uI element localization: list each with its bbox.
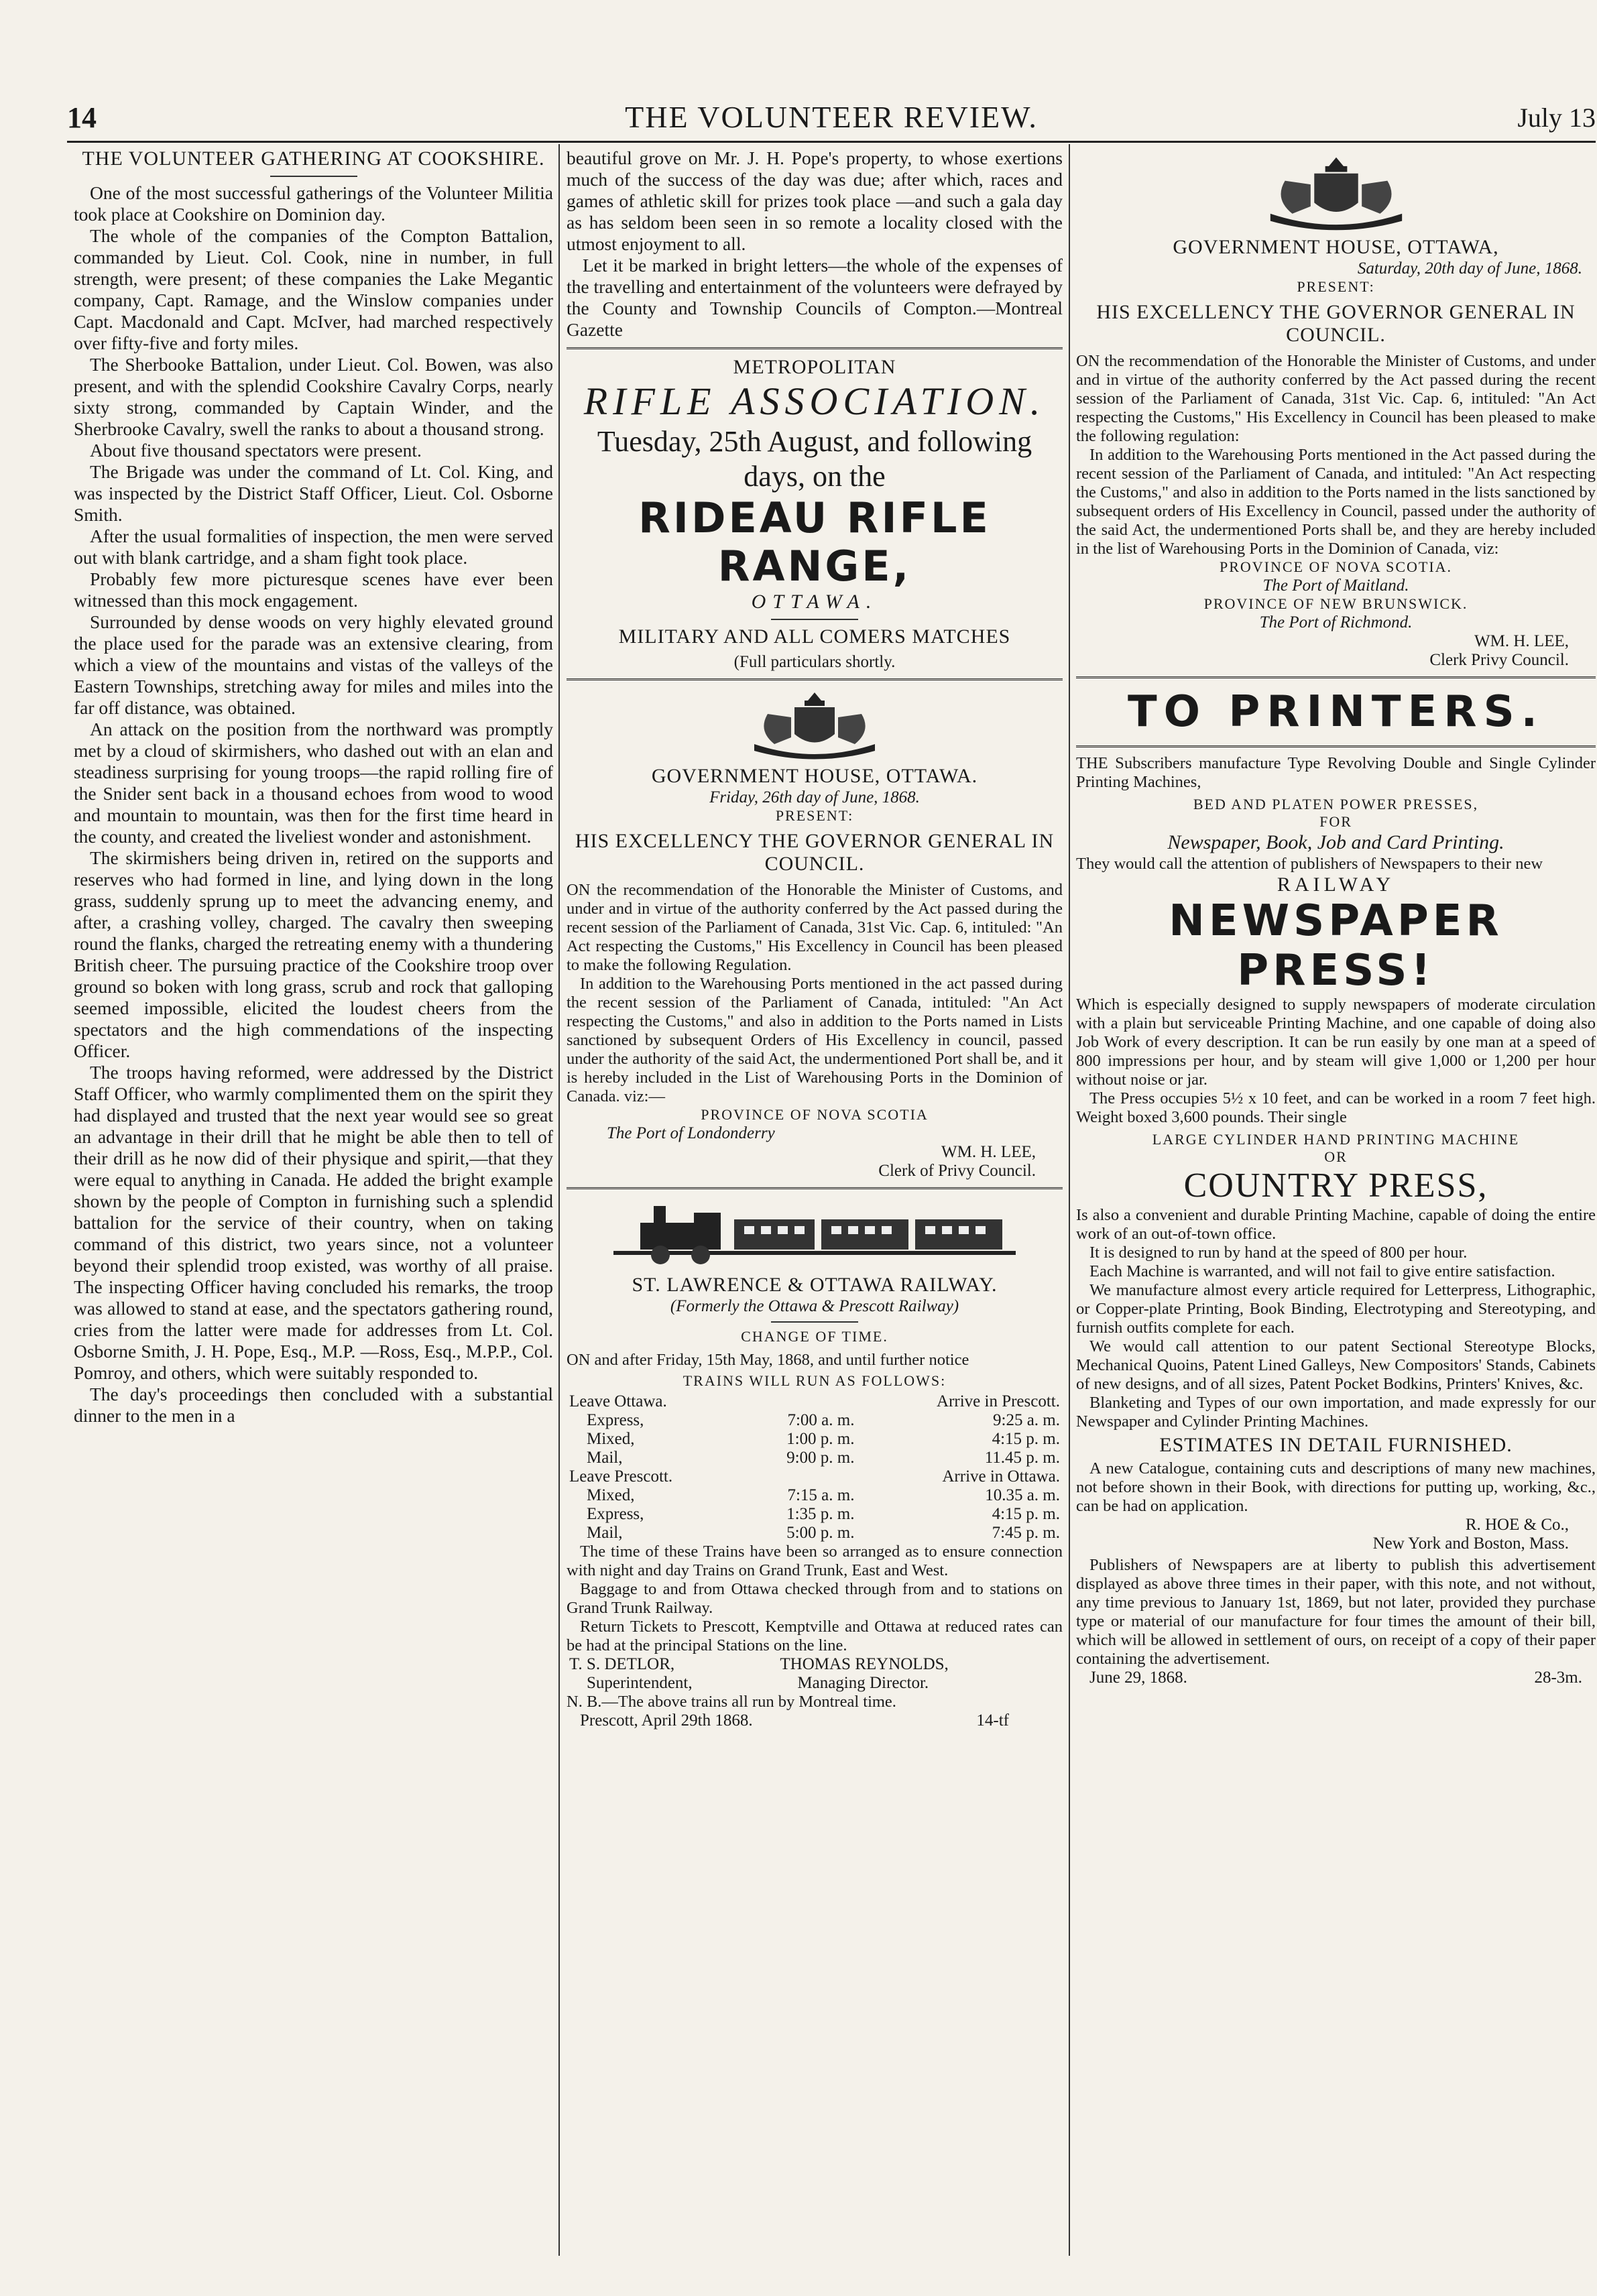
sig-left: T. S. DETLOR, [569,1655,675,1673]
port-2: The Port of Richmond. [1259,613,1413,631]
railway-footer-code: 14-tf [976,1711,1009,1730]
article-paragraph: About five thousand spectators were present. [90,440,422,461]
govt-signer: WM. H. LEE, [941,1143,1036,1161]
railway-signatures [567,1655,1063,1693]
railway-name: ST. LAWRENCE & OTTAWA RAILWAY. [632,1274,998,1296]
timetable-cell: 11.45 p. m. [984,1449,1060,1467]
printers-p3: Each Machine is warranted, and will not fail to give entire satisfaction. [1089,1262,1555,1280]
newspaper-page [67,94,1597,2266]
govt-council: HIS EXCELLENCY THE GOVERNOR GENERAL IN COUNCIL. [1096,301,1576,346]
country-press-headline: COUNTRY PRESS, [1183,1166,1488,1205]
govt-date: Saturday, 20th day of June, 1868. [1357,259,1582,278]
article-paragraph: One of the most successful gatherings of the Volunteer Militia took place at Cookshire on Dominion day. [74,182,553,225]
rifle-association-title: RIFLE ASSOCIATION. [583,379,1046,423]
article-paragraph: Surrounded by dense woods on very highly elevated ground the place used for the parade was an extensive clearing, from which a view of the mountains and vistas of the valleys of the Eastern Townships, stretching away for miles and miles into the far off distance, was obtained. [74,611,553,718]
timetable-row [567,1505,1063,1524]
title-separator [270,176,357,177]
issue-date: July 13 [1517,103,1596,133]
royal-arms-icon [741,687,888,761]
rifle-matches: MILITARY AND ALL COMERS MATCHES [618,625,1011,648]
govt-province: PROVINCE OF NOVA SCOTIA [701,1106,929,1123]
printers-p4: We manufacture almost every article required for Letterpress, Lithographic, or Copper-plate Printing, Book Binding, Electrotyping and Stereotyping, and furnish outfits complete for each. [1076,1281,1596,1337]
govt-present: PRESENT: [775,807,854,824]
timetable-cell: 1:00 p. m. [786,1430,855,1448]
timetable-row [567,1411,1063,1430]
article-paragraph: The troops having reformed, were addressed by the District Staff Officer, who warmly complimented them on the spirit they had displayed and trusted that the next year would see so great an advantage in their drill that he might be able then to tell of their drill as he now did of their physique and spirit,—that they were equal to anything in Canada. He added the bright example shown by the people of Compton in furnishing such a splendid battalion for the service of their country, when on taking command of this district, two years since, not a volunteer beyond their splendid troop existed, was worthy of all praise. The inspecting Officer having concluded his remarks, the troop was allowed to stand at ease, and the spectators gathering round, cries from the latter were made for addresses from Lt. Col. Osborne Smith, J. H. Pope, Esq., M.P. —Ross, Esq., M.P.P., Col. Pomroy, and others, which were suitably responded to. [74,1062,553,1383]
estimates-headline: ESTIMATES IN DETAIL FURNISHED. [1159,1434,1513,1456]
govt-signer-title: Clerk Privy Council. [1429,651,1569,669]
column-rule-2 [1069,144,1070,2256]
printers-call: They would call the attention of publishers of Newspapers to their new [1076,855,1543,873]
timetable-cell [740,1467,857,1486]
timetable-cell: 10.35 a. m. [985,1486,1060,1504]
railway-note: Baggage to and from Ottawa checked through from and to stations on Grand Trunk Railway. [567,1580,1063,1617]
article-continuation: beautiful grove on Mr. J. H. Pope's property, to whose exertions much of the success of the day was due; after which, races and games of athletic skill for prizes took place —and such a gala day as has seldom been seen in so remote a locality closed with the utmost enjoyment to all. [567,147,1063,254]
article-paragraph: After the usual formalities of inspection, the men were served out with blank cartridge, and a sham fight took place. [74,526,553,568]
header-rule [67,141,1596,143]
timetable-cell: 4:15 p. m. [992,1505,1060,1523]
column-rule-1 [558,144,560,2256]
newspaper-press-headline: NEWSPAPER PRESS! [1169,896,1503,995]
printers-footer-date: June 29, 1868. [1089,1669,1187,1687]
royal-arms-icon [1256,152,1417,232]
timetable-cell: Arrive in Prescott. [937,1392,1060,1410]
printers-p1: Is also a convenient and durable Printing Machine, capable of doing the entire work of an out-of-town office. [1076,1206,1596,1243]
ad-rule [567,1187,1063,1189]
timetable-cell: Express, [587,1505,644,1523]
province-2: PROVINCE OF NEW BRUNSWICK. [1203,595,1468,612]
printers-firm-place: New York and Boston, Mass. [1372,1534,1569,1553]
column-2 [567,147,1063,2252]
govt-notice-body-2: In addition to the Warehousing Ports mentioned in the act passed during the recent session of the Parliament of Canada, intituled: "An Act respecting the Customs," and also in addition to the Ports named in Lists sanctioned by subsequent Orders of His Excellency in council, passed under the authority of the said Act, the undermentioned Port shall be, and it is hereby included in the List of Warehousing Ports in the Dominion of Canada. viz:— [567,975,1063,1105]
printers-kinds: Newspaper, Book, Job and Card Printing. [1167,831,1504,853]
govt-notice-body-1: ON the recommendation of the Honorable the Minister of Customs, and under and in virtue of the authority conferred by the Act passed during the recent session of the Parliament of Canada, 31st Vic. Cap. 6, intituled: "An Act respecting the Customs," His Excellency in Council has been pleased to make the following regulation: [1076,352,1596,445]
trains-heading: TRAINS WILL RUN AS FOLLOWS: [683,1372,947,1389]
rifle-note: (Full particulars shortly. [733,653,896,671]
column-1 [74,147,553,2252]
timetable-cell: Mixed, [587,1486,635,1504]
railway-footer [567,1711,1063,1730]
printers-firm: R. HOE & Co., [1465,1516,1569,1534]
ad-rule [567,347,1063,349]
article-paragraph: The skirmishers being driven in, retired on the supports and reserves who had formed in line, and lying down in the long grass, suddenly sprung up to meet the advancing enemy, and after, a crashing volley, charged. The cavalry then sweeping round the flanks, charged the retreating enemy with a thundering British cheer. The pursuing practice of the Cookshire troop over ground so boken with long grass, scrub and rock that galloping seemed impossible, elicited the loudest cheers from the spectators and the high commendations of the inspecting Officer. [74,847,553,1061]
printers-intro: THE Subscribers manufacture Type Revolving Double and Single Cylinder Printing Machines, [1076,754,1596,791]
rifle-org: METROPOLITAN [733,356,896,378]
timetable-cell: 5:00 p. m. [786,1524,855,1542]
page-number: 14 [67,101,97,134]
port-1: The Port of Maitland. [1262,577,1409,595]
timetable-cell [740,1392,857,1411]
printers-headline: TO PRINTERS. [1128,687,1544,737]
printers-footer [1076,1669,1596,1687]
ad-rule [1076,745,1596,747]
masthead-title: THE VOLUNTEER REVIEW. [625,100,1038,134]
sig-left-title: Superintendent, [587,1674,693,1692]
printers-railway: RAILWAY [1277,873,1395,896]
printers-p6: Blanketing and Types of our own importation, and made expressly for our Newspaper and Cylinder Printing Machines. [1076,1394,1596,1431]
article-paragraph: The whole of the companies of the Compton Battalion, commanded by Lieut. Col. Cook, nine in number, in full strength, were present; of these companies the Lake Megantic company, Capt. Ramage, and the Winslow companies under Capt. Macdonald and Capt. McIver, had marched respectively over fifty-five and forty miles. [74,225,553,353]
rifle-range-banner: RIDEAU RIFLE RANGE, [638,493,991,591]
railway-note: The time of these Trains have been so arranged as to ensure connection with night and day Trains on Grand Trunk, East and West. [567,1543,1063,1579]
article-paragraph: The Sherbooke Battalion, under Lieut. Col. Bowen, was also present, and with the splendid Cookshire Cavalry Corps, nearly sixty strong, commanded by Captain Winder, and the Sherbrooke Cavalry, swell the ranks to about a thousand strong. [74,354,553,439]
timetable-row [567,1449,1063,1467]
timetable-cell: Mail, [587,1524,623,1542]
rifle-separator [771,619,858,620]
printers-p5: We would call attention to our patent Sectional Stereotype Blocks, Mechanical Quoins, Patent Lined Galleys, New Compositors' Stands, Cabinets of new designs, and of all sizes, Patent Pocket Bodkins, Printers' Knives, &c. [1076,1337,1596,1393]
printers-dims: The Press occupies 5½ x 10 feet, and can be worked in a room 7 feet high. Weight boxed 3,600 pounds. Their single [1076,1089,1596,1126]
printers-p7: A new Catalogue, containing cuts and descriptions of many new machines, not before shown in their Book, with directions for putting up, working, &c., can be had on application. [1076,1459,1596,1515]
printers-footer-code: 28-3m. [1534,1669,1582,1687]
printers-large: LARGE CYLINDER HAND PRINTING MACHINE [1152,1131,1520,1148]
govt-council: HIS EXCELLENCY THE GOVERNOR GENERAL IN COUNCIL. [575,830,1055,875]
timetable-row [567,1486,1063,1505]
article-paragraph: Probably few more picturesque scenes have ever been witnessed than this mock engagement. [74,568,553,611]
running-header [67,94,1596,141]
govt-present: PRESENT: [1297,278,1375,295]
province-1: PROVINCE OF NOVA SCOTIA. [1219,558,1453,575]
govt-notice-body-1: ON the recommendation of the Honorable the Minister of Customs, and under and in virtue of the authority conferred by the Act passed during the recent session of the Parliament of Canada, 31st Vic. Cap. 6, intituled: "An Act respecting the Customs," His Excellency in Council has been pleased to make the following Regulation. [567,881,1063,974]
printers-for: FOR [1319,813,1352,830]
railway-separator [771,1321,858,1323]
sig-right: THOMAS REYNOLDS, [780,1655,949,1673]
timetable-cell: 1:35 p. m. [786,1505,855,1523]
timetable-cell: 9:00 p. m. [786,1449,855,1467]
govt-date: Friday, 26th day of June, 1868. [709,788,920,806]
govt-signer: WM. H. LEE, [1474,632,1569,650]
timetable-cell: Mail, [587,1449,623,1467]
printers-or: OR [1324,1148,1348,1165]
article-title: THE VOLUNTEER GATHERING AT COOKSHIRE. [82,147,545,170]
article-paragraph: The day's proceedings then concluded with a substantial dinner to the men in a [74,1384,553,1426]
ad-rule [1076,676,1596,678]
timetable-row [567,1392,1063,1411]
govt-house-title: GOVERNMENT HOUSE, OTTAWA. [651,765,978,787]
timetable-cell: Leave Prescott. [569,1467,673,1486]
article-credit: Let it be marked in bright letters—the whole of the expenses of the travelling and entertainment of the volunteers were defrayed by the County and Township Councils of Compton.—Montreal Gazette [567,255,1063,340]
timetable-cell: Express, [587,1411,644,1429]
sig-right-title: Managing Director. [797,1674,929,1692]
timetable-cell: 7:15 a. m. [787,1486,855,1504]
timetable-cell: Arrive in Ottawa. [942,1467,1060,1486]
column-3 [1076,147,1596,2252]
timetable-row [567,1524,1063,1543]
railway-note: Return Tickets to Prescott, Kemptville and Ottawa at reduced rates can be had at the principal Stations on the line. [567,1618,1063,1654]
printers-p2: It is designed to run by hand at the speed of 800 per hour. [1089,1244,1468,1262]
timetable-cell: Leave Ottawa. [569,1392,667,1410]
article-paragraph: An attack on the position from the northward was promptly met by a cloud of skirmishers, who dashed out with an elan and steadiness surprising for young troops—the rapid rolling fire of the Snider sent back in a thousand echoes from wood to wood and mountain to mountain, was then for the first time heard in the county, and created the liveliest wonder and astonishment. [74,719,553,847]
timetable-cell: Mixed, [587,1430,635,1448]
ad-rule [567,678,1063,680]
timetable-row [567,1467,1063,1486]
printers-desc: Which is especially designed to supply newspapers of moderate circulation with a plain but serviceable Printing Machine, and one capable of doing also Job Work of every description. It can be run easily by one man at a speed of 800 impressions per hour, and by steam will give 1,000 or 1,200 per hour without noise or jar. [1076,995,1596,1089]
timetable-cell: 4:15 p. m. [992,1430,1060,1448]
timetable-cell: 9:25 a. m. [993,1411,1060,1429]
rifle-date: Tuesday, 25th August, and following days, on the [597,425,1032,493]
railway-intro: ON and after Friday, 15th May, 1868, and until further notice [567,1351,969,1369]
govt-house-title: GOVERNMENT HOUSE, OTTAWA, [1173,236,1499,258]
rifle-place: OTTAWA. [751,591,878,613]
govt-port: The Port of Londonderry [607,1124,775,1142]
railway-notes [567,1543,1063,1655]
timetable-cell: 7:45 p. m. [992,1524,1060,1542]
train-timetable [567,1392,1063,1543]
railway-change: CHANGE OF TIME. [741,1328,888,1345]
locomotive-icon [613,1196,1016,1270]
timetable-cell: 7:00 a. m. [787,1411,855,1429]
timetable-row [567,1430,1063,1449]
govt-signer-title: Clerk of Privy Council. [878,1162,1036,1180]
printers-bed: BED AND PLATEN POWER PRESSES, [1193,796,1479,812]
article-body [74,182,553,1427]
article-paragraph: The Brigade was under the command of Lt. Col. King, and was inspected by the District Staff Officer, Lieut. Col. Osborne Smith. [74,461,553,525]
railway-nb: N. B.—The above trains all run by Montreal time. [567,1693,896,1711]
railway-footer-date: Prescott, April 29th 1868. [580,1711,753,1730]
govt-notice-body-2: In addition to the Warehousing Ports mentioned in the Act passed during the recent session of the Parliament of Canada, and intituled: "An Act respecting the Customs," and also in addition to the Ports named in the lists sanctioned by subsequent orders of His Excellency in Council, passed under the authority of the said Act, the undermentioned Ports shall be, and they are hereby included in the list of Warehousing Ports in the Dominion of Canada, viz: [1076,446,1596,558]
railway-formerly: (Formerly the Ottawa & Prescott Railway) [670,1297,959,1315]
printers-p8: Publishers of Newspapers are at liberty to publish this advertisement displayed as above three times in their paper, with this note, and not without, any time previous to January 1st, 1869, but not later, provided they purchase type or material of our manufacture for four times the amount of their bill, which will be allowed in settlement of ours, on receipt of a copy of their paper containing the advertisement. [1076,1556,1596,1668]
